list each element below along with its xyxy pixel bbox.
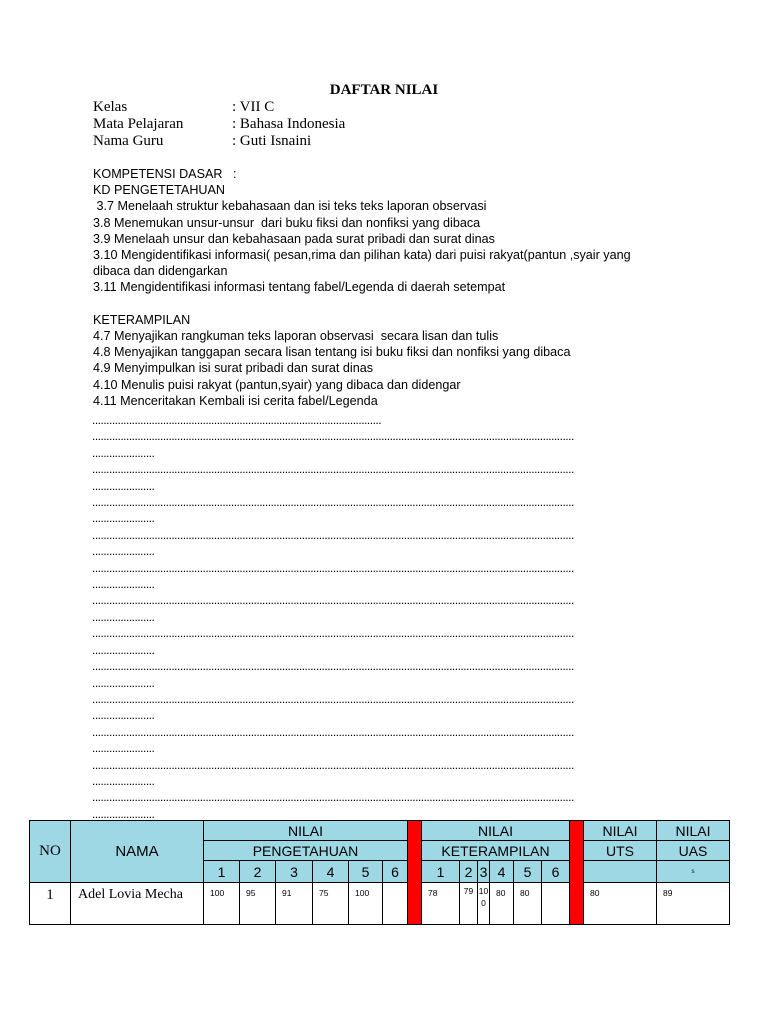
col-uas-sub: s — [657, 861, 730, 883]
kd-item: dibaca dan didengarkan — [93, 264, 228, 279]
dotted-line: ...................... — [92, 445, 155, 460]
header-nilai-uts: NILAI — [584, 821, 657, 841]
row-no: 1 — [30, 883, 71, 925]
header-no: NO — [30, 821, 71, 883]
row-uas: 89 — [657, 883, 730, 925]
kd-item: 3.7 Menelaah struktur kebahasaan dan isi teks teks laporan observasi — [93, 199, 487, 214]
kd-pengetahuan-heading: KD PENGETETAHUAN — [93, 183, 226, 198]
dotted-line: ...................... — [92, 708, 155, 723]
info-value: : Guti Isnaini — [232, 133, 312, 149]
row-pengetahuan-1: 100 — [204, 883, 240, 925]
row-keterampilan-5: 80 — [514, 883, 542, 925]
red-separator — [570, 821, 584, 925]
dotted-line: ...................... — [92, 773, 155, 788]
dotted-line: ...................... — [92, 675, 155, 690]
kompetensi-label: KOMPETENSI DASAR — [93, 167, 223, 181]
dotted-line: .......................................................................................................................................................................... — [92, 626, 574, 641]
header-uas: UAS — [657, 841, 730, 861]
header-pengetahuan: PENGETAHUAN — [204, 841, 408, 861]
dotted-line: .......................................................................................................................................................................... — [92, 495, 574, 510]
header-nilai-keterampilan: NILAI — [422, 821, 570, 841]
dotted-line: ...................... — [92, 642, 155, 657]
col-keterampilan-3: 3 — [478, 861, 490, 883]
kd-item: 3.11 Mengidentifikasi informasi tentang fabel/Legenda di daerah setempat — [93, 280, 506, 295]
dotted-line: .......................................................................................................................................................................... — [92, 691, 574, 706]
keterampilan-heading: KETERAMPILAN — [93, 312, 191, 327]
info-value: : VII C — [232, 99, 275, 115]
document-title: DAFTAR NILAI — [329, 82, 439, 98]
dotted-lines — [92, 412, 682, 822]
table-row — [30, 883, 730, 925]
row-pengetahuan-5: 100 — [349, 883, 383, 925]
row-nama: Adel Lovia Mecha — [71, 883, 204, 925]
row-pengetahuan-2: 95 — [240, 883, 276, 925]
dotted-line: ...................... — [92, 577, 155, 592]
kd-item: 3.8 Menemukan unsur-unsur dari buku fiksi dan nonfiksi yang dibaca — [93, 215, 481, 230]
row-keterampilan-2: 79 — [460, 883, 478, 925]
dotted-line: ...................... — [92, 511, 155, 526]
col-keterampilan-5: 5 — [514, 861, 542, 883]
dotted-line: .......................................................................................................................................................................... — [92, 429, 574, 444]
header-nama: NAMA — [71, 821, 204, 883]
dotted-line: .......................................................................................................................................................................... — [92, 560, 574, 575]
dotted-line: ...................... — [92, 806, 155, 821]
dotted-line: .......................................................................................................................................................................... — [92, 527, 574, 542]
info-label: Kelas — [93, 99, 128, 115]
dotted-line: .......................................................................................................................................................................... — [92, 462, 574, 477]
info-row-kelas — [93, 99, 345, 116]
kompetensi-heading — [93, 166, 683, 182]
dotted-line: ...................... — [92, 544, 155, 559]
header-nilai-uas: NILAI — [657, 821, 730, 841]
dotted-line: .......................................................................................................................................................................... — [92, 790, 574, 805]
kd-item: 3.9 Menelaah unsur dan kebahasaan pada surat pribadi dan surat dinas — [93, 231, 495, 246]
col-pengetahuan-3: 3 — [276, 861, 313, 883]
kd-item: 4.7 Menyajikan rangkuman teks laporan observasi secara lisan dan tulis — [93, 329, 499, 344]
col-uts-empty — [584, 861, 657, 883]
kompetensi-colon: : — [233, 167, 237, 181]
kd-item: 4.9 Menyimpulkan isi surat pribadi dan surat dinas — [93, 361, 374, 376]
col-keterampilan-6: 6 — [542, 861, 570, 883]
col-keterampilan-4: 4 — [490, 861, 514, 883]
col-pengetahuan-1: 1 — [204, 861, 240, 883]
row-uts: 80 — [584, 883, 657, 925]
info-row-nama-guru — [93, 133, 345, 150]
info-block — [93, 99, 345, 150]
dotted-line: .......................................................................................................................................................................... — [92, 659, 574, 674]
row-keterampilan-3: 100 — [478, 883, 490, 925]
info-value: : Bahasa Indonesia — [232, 116, 346, 132]
header-nilai-pengetahuan: NILAI — [204, 821, 408, 841]
col-pengetahuan-5: 5 — [349, 861, 383, 883]
dotted-line: ...................................................................................................... — [92, 413, 382, 427]
header-keterampilan: KETERAMPILAN — [422, 841, 570, 861]
dotted-line: .......................................................................................................................................................................... — [92, 724, 574, 739]
col-pengetahuan-6: 6 — [383, 861, 408, 883]
col-pengetahuan-4: 4 — [313, 861, 349, 883]
info-label: Mata Pelajaran — [93, 116, 184, 132]
kd-item: 3.10 Mengidentifikasi informasi( pesan,rima dan pilihan kata) dari puisi rakyat(pantun ,syair yang — [93, 248, 631, 263]
col-keterampilan-2: 2 — [460, 861, 478, 883]
col-keterampilan-1: 1 — [422, 861, 460, 883]
col-pengetahuan-2: 2 — [240, 861, 276, 883]
dotted-line: .......................................................................................................................................................................... — [92, 757, 574, 772]
red-separator — [408, 821, 422, 925]
grades-table — [29, 820, 730, 925]
dotted-line: .......................................................................................................................................................................... — [92, 593, 574, 608]
row-keterampilan-4: 80 — [490, 883, 514, 925]
row-pengetahuan-4: 75 — [313, 883, 349, 925]
dotted-line: ...................... — [92, 741, 155, 756]
kd-item: 4.8 Menyajikan tanggapan secara lisan tentang isi buku fiksi dan nonfiksi yang dibaca — [93, 345, 571, 360]
dotted-line: ...................... — [92, 609, 155, 624]
kd-item: 4.11 Menceritakan Kembali isi cerita fabel/Legenda — [93, 393, 378, 408]
header-uts: UTS — [584, 841, 657, 861]
row-pengetahuan-6 — [383, 883, 408, 925]
info-label: Nama Guru — [93, 133, 164, 149]
kompetensi-block — [93, 166, 683, 409]
kd-item: 4.10 Menulis puisi rakyat (pantun,syair) yang dibaca dan didengar — [93, 377, 461, 392]
row-keterampilan-1: 78 — [422, 883, 460, 925]
row-keterampilan-6 — [542, 883, 570, 925]
row-pengetahuan-3: 91 — [276, 883, 313, 925]
dotted-line: ...................... — [92, 478, 155, 493]
info-row-mata-pelajaran — [93, 116, 345, 133]
